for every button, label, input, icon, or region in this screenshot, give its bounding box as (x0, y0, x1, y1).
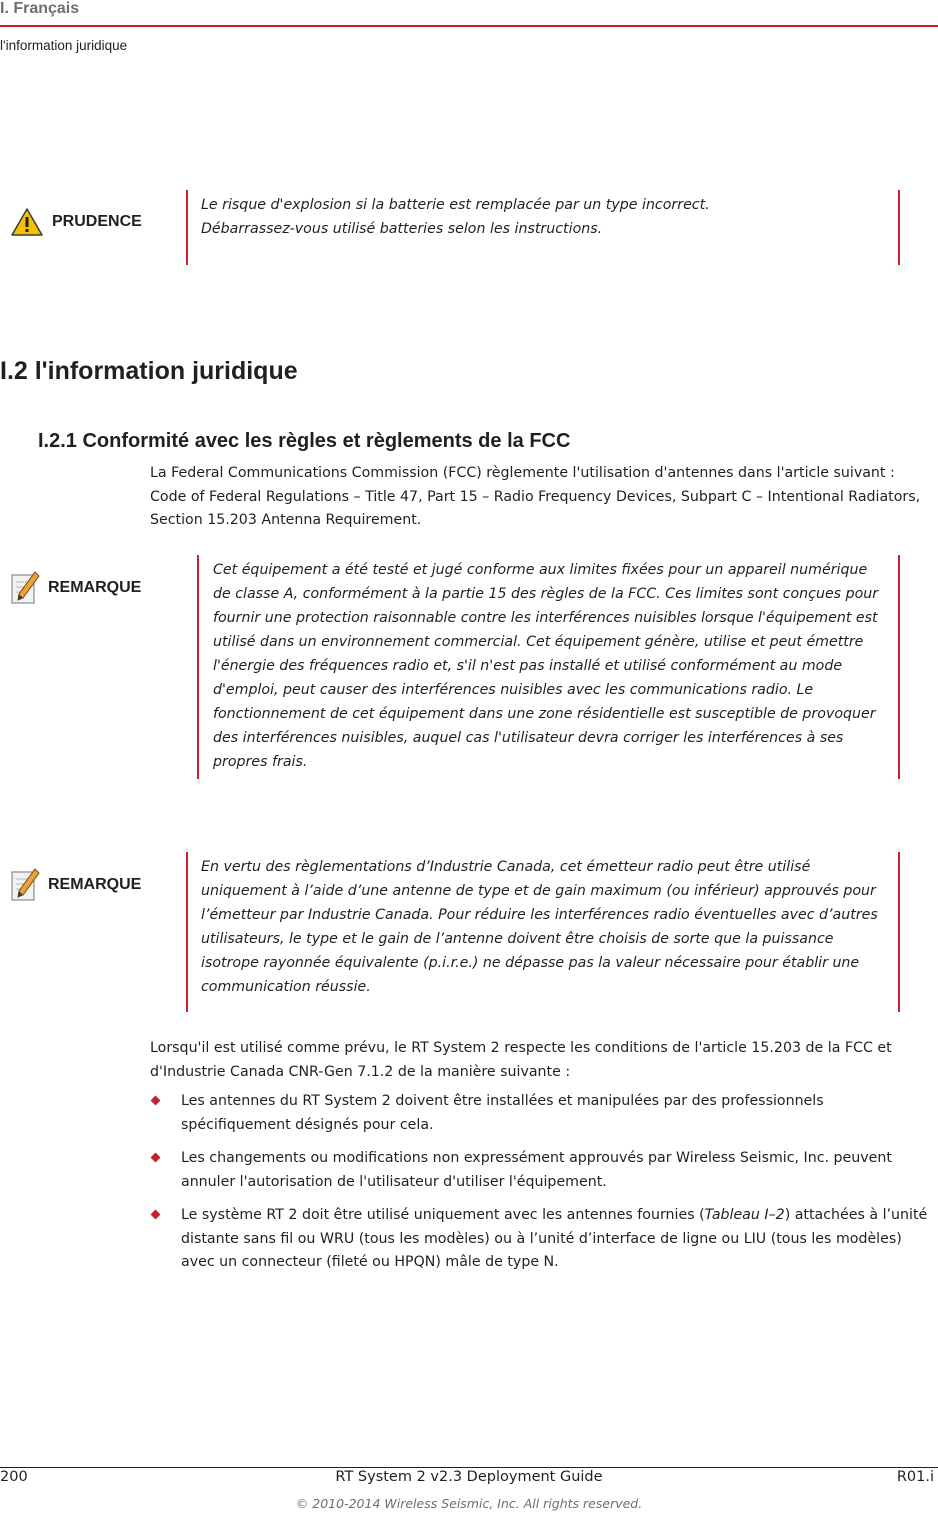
warning-icon (10, 207, 44, 237)
header-rule (0, 25, 938, 27)
chapter-title: I. Français (0, 0, 80, 17)
list-item-text: Le système RT 2 doit être utilisé uniquement avec les antennes fournies ( (181, 1207, 705, 1223)
list-item (150, 1204, 935, 1275)
list-item-text: Les changements ou modifications non expressément approuvés par Wireless Seismic, Inc. peuvent annuler l'autorisation de l'utilisateur d'utiliser l'équipement. (181, 1150, 892, 1190)
note2-label (10, 868, 141, 902)
section-heading: I.2 l'information juridique (0, 357, 298, 385)
note-pencil-icon (10, 868, 40, 902)
note1-label (10, 571, 141, 605)
note2-label-text: REMARQUE (48, 876, 142, 893)
note1-text: Cet équipement a été testé et jugé conforme aux limites fixées pour un appareil numérique de classe A, conformément à la partie 15 des règles de la FCC. Ces limites sont conçues pour fournir une protection raisonnable contre les interférences nuisibles lorsque l'équipement est utilisé dans un environnement commercial. Cet équipement génère, utilise et peut émettre l'énergie des fréquences radio et, s'il n'est pas installé et utilisé conformément au mode d'emploi, peut causer des interférences nuisibles avec les communications radio. Le fonctionnement de cet équipement dans une zone résidentielle est susceptible de provoquer des interférences nuisibles, auquel cas l'utilisateur devra corriger les interférences à ses propres frais. (213, 562, 879, 770)
list-item (150, 1147, 935, 1194)
note2-left-bar (186, 852, 188, 1012)
bullet-diamond-icon (151, 1210, 161, 1220)
caution-label (10, 207, 142, 237)
caution-text-line1: Le risque d'explosion si la batterie est remplacée par un type incorrect. (201, 197, 710, 213)
copyright-notice: © 2010-2014 Wireless Seismic, Inc. All rights reserved. (295, 1496, 643, 1511)
bullet-diamond-icon (151, 1096, 161, 1106)
note1-left-bar (197, 555, 199, 779)
section-subtitle: l'information juridique (0, 38, 128, 53)
note2-right-bar (898, 852, 900, 1012)
note2-text: En vertu des règlementations d’Industrie Canada, cet émetteur radio peut être utilisé uniquement à l’aide d’une antenne de type et de gain maximum (ou inférieur) approuvés pour l’émetteur par Industrie Canada. Pour réduire les interférences radio éventuelles avec d’autres utilisateurs, le type et le gain de l’antenne doivent être choisis de sorte que la puissance isotrope rayonnée équivalente (p.i.r.e.) ne dépasse pas la valeur nécessaire pour établir une communication réussie. (201, 859, 878, 995)
caution-right-bar (898, 190, 900, 265)
caution-left-bar (186, 190, 188, 265)
subsection-heading: I.2.1 Conformité avec les règles et règlements de la FCC (38, 430, 571, 452)
caution-text (201, 193, 891, 241)
requirements-list (150, 1090, 935, 1285)
document-title: RT System 2 v2.3 Deployment Guide (335, 1469, 603, 1485)
bullet-diamond-icon (151, 1153, 161, 1163)
revision-label: R01.i (896, 1469, 934, 1485)
list-item (150, 1090, 935, 1137)
caution-label-text: PRUDENCE (52, 213, 142, 230)
page-number: 200 (0, 1469, 28, 1485)
note1-right-bar (898, 555, 900, 779)
compliance-paragraph: Lorsqu'il est utilisé comme prévu, le RT System 2 respecte les conditions de l'article 15.203 de la FCC et d'Industrie Canada CNR-Gen 7.1.2 de la manière suivante : (150, 1040, 892, 1080)
note1-label-text: REMARQUE (48, 579, 142, 596)
caution-text-line2: Débarrassez-vous utilisé batteries selon les instructions. (201, 221, 603, 237)
intro-paragraph: La Federal Communications Commission (FCC) règlemente l'utilisation d'antennes dans l'article suivant : Code of Federal Regulations – Title 47, Part 15 – Radio Frequency Devices, Subpart C – Intentional Radiators, Section 15.203 Antenna Requirement. (150, 465, 921, 528)
list-item-text: Les antennes du RT System 2 doivent être installées et manipulées par des professionnels spécifiquement désignés pour cela. (181, 1093, 824, 1133)
list-item-text-continued: ) attachées à l’unité distante sans fil ou WRU (tous les modèles) ou à l’unité d’interface de ligne ou LIU (tous les modèles) avec un connecteur (fileté ou HPQN) mâle de type N. (181, 1207, 928, 1270)
table-reference-link[interactable]: Tableau I–2 (704, 1207, 785, 1223)
note-pencil-icon (10, 571, 40, 605)
